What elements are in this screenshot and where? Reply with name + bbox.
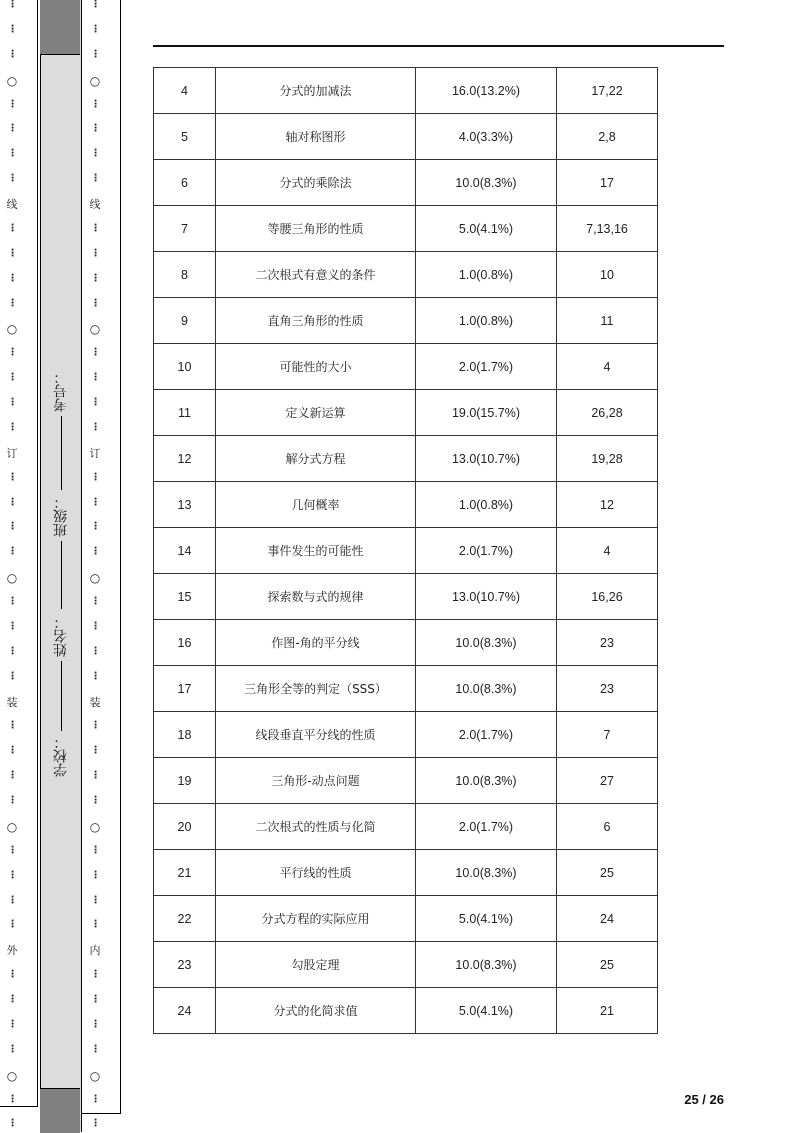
binding-char: 线: [89, 198, 101, 211]
binding-dots: ⋮: [90, 869, 100, 881]
topic-cell: 直角三角形的性质: [216, 298, 416, 344]
binding-circle: ○: [6, 1068, 18, 1083]
binding-dots: ⋮: [7, 994, 17, 1005]
topic-cell: 几何概率: [216, 482, 416, 528]
binding-dots: ⋮: [7, 770, 17, 782]
table-row: [154, 896, 658, 942]
question-numbers-cell: 27: [557, 758, 658, 804]
binding-dots: ⋮: [90, 297, 100, 309]
name-label: 姓名：: [53, 615, 69, 657]
question-numbers-cell: 12: [557, 482, 658, 528]
table-row: [154, 68, 658, 114]
binding-circle: ○: [89, 571, 101, 586]
row-number-cell: 7: [154, 206, 216, 252]
binding-dots: ⋮: [90, 23, 100, 35]
binding-dots: ⋮: [90, 620, 100, 632]
binding-dots: ⋮: [90, 546, 100, 558]
topic-cell: 分式的乘除法: [216, 160, 416, 206]
strip-bottom-block: [40, 1088, 80, 1133]
score-cell: 2.0(1.7%): [416, 804, 557, 850]
binding-dots: ⋮: [7, 844, 17, 856]
binding-dots: ⋮: [90, 1093, 100, 1105]
binding-dots: ⋮: [7, 596, 17, 607]
binding-circle: ○: [6, 322, 18, 337]
binding-dots: ⋮: [7, 98, 17, 110]
binding-dots: ⋮: [7, 869, 17, 881]
question-numbers-cell: 23: [557, 620, 658, 666]
row-number-cell: 15: [154, 574, 216, 620]
question-numbers-cell: 17: [557, 160, 658, 206]
knowledge-point-table: [153, 67, 658, 1034]
binding-dots: ⋮: [7, 347, 17, 359]
binding-dots: ⋮: [7, 620, 17, 632]
score-cell: 2.0(1.7%): [416, 528, 557, 574]
topic-cell: 事件发生的可能性: [216, 528, 416, 574]
score-cell: 10.0(8.3%): [416, 160, 557, 206]
row-number-cell: 5: [154, 114, 216, 160]
binding-char: 外: [6, 944, 18, 958]
class-field: [47, 495, 75, 609]
name-field: [47, 615, 75, 731]
table-row: [154, 988, 658, 1034]
binding-circle: ○: [89, 322, 101, 337]
binding-dots: ⋮: [7, 1018, 17, 1030]
score-cell: 10.0(8.3%): [416, 850, 557, 896]
topic-cell: 轴对称图形: [216, 114, 416, 160]
binding-dots: ⋮: [90, 0, 100, 10]
binding-dots: ⋮: [90, 521, 100, 533]
row-number-cell: 21: [154, 850, 216, 896]
binding-dots: ⋮: [7, 496, 17, 508]
topic-cell: 平行线的性质: [216, 850, 416, 896]
binding-dots: ⋮: [7, 894, 17, 906]
binding-circle: ○: [6, 571, 18, 586]
binding-dots: ⋮: [90, 994, 100, 1005]
binding-circle: ○: [89, 819, 101, 834]
score-cell: 10.0(8.3%): [416, 758, 557, 804]
score-cell: 4.0(3.3%): [416, 114, 557, 160]
question-numbers-cell: 16,26: [557, 574, 658, 620]
row-number-cell: 23: [154, 942, 216, 988]
topic-cell: 三角形-动点问题: [216, 758, 416, 804]
score-cell: 2.0(1.7%): [416, 712, 557, 758]
binding-dots: ⋮: [90, 148, 100, 160]
question-numbers-cell: 25: [557, 942, 658, 988]
binding-dots: ⋮: [90, 1118, 100, 1130]
table-row: [154, 436, 658, 482]
row-number-cell: 10: [154, 344, 216, 390]
page-number: 25 / 26: [684, 1092, 724, 1107]
binding-dots: ⋮: [90, 720, 100, 732]
class-blank: [61, 541, 62, 609]
table-row: [154, 298, 658, 344]
row-number-cell: 16: [154, 620, 216, 666]
binding-dots: ⋮: [90, 1018, 100, 1030]
exam-number-label: 考号：: [53, 370, 69, 412]
exam-number-blank: [61, 416, 62, 490]
school-field: [47, 735, 75, 777]
topic-cell: 分式的化简求值: [216, 988, 416, 1034]
row-number-cell: 11: [154, 390, 216, 436]
topic-cell: 分式方程的实际应用: [216, 896, 416, 942]
header-rule: [153, 45, 724, 47]
table-row: [154, 206, 658, 252]
outer-binding-line: [4, 0, 20, 1132]
binding-dots: ⋮: [90, 844, 100, 856]
row-number-cell: 18: [154, 712, 216, 758]
binding-dots: ⋮: [7, 720, 17, 732]
row-number-cell: 13: [154, 482, 216, 528]
table-row: [154, 114, 658, 160]
binding-dots: ⋮: [90, 372, 100, 384]
row-number-cell: 24: [154, 988, 216, 1034]
topic-cell: 定义新运算: [216, 390, 416, 436]
topic-cell: 线段垂直平分线的性质: [216, 712, 416, 758]
topic-cell: 分式的加减法: [216, 68, 416, 114]
binding-char: 装: [6, 695, 18, 709]
table-row: [154, 942, 658, 988]
binding-dots: ⋮: [7, 919, 17, 931]
binding-dots: ⋮: [90, 596, 100, 607]
topic-cell: 探索数与式的规律: [216, 574, 416, 620]
question-numbers-cell: 26,28: [557, 390, 658, 436]
binding-dots: ⋮: [90, 421, 100, 433]
binding-circle: ○: [89, 1068, 101, 1083]
strip-top-block: [40, 0, 80, 55]
binding-char: 装: [89, 695, 101, 709]
binding-dots: ⋮: [90, 969, 100, 981]
row-number-cell: 6: [154, 160, 216, 206]
binding-dots: ⋮: [90, 123, 100, 135]
topic-cell: 三角形全等的判定（SSS）: [216, 666, 416, 712]
binding-char: 订: [89, 446, 101, 460]
row-number-cell: 12: [154, 436, 216, 482]
binding-dots: ⋮: [7, 372, 17, 384]
binding-dots: ⋮: [90, 496, 100, 508]
binding-dots: ⋮: [90, 397, 100, 408]
score-cell: 5.0(4.1%): [416, 988, 557, 1034]
question-numbers-cell: 25: [557, 850, 658, 896]
outer-margin-border: [37, 0, 38, 1106]
class-label: 班级：: [53, 495, 69, 537]
binding-char: 订: [6, 446, 18, 460]
binding-dots: ⋮: [7, 471, 17, 483]
score-cell: 10.0(8.3%): [416, 666, 557, 712]
binding-dots: ⋮: [7, 745, 17, 757]
row-number-cell: 20: [154, 804, 216, 850]
score-cell: 13.0(10.7%): [416, 436, 557, 482]
binding-dots: ⋮: [7, 0, 17, 10]
binding-dots: ⋮: [90, 1043, 100, 1055]
row-number-cell: 8: [154, 252, 216, 298]
binding-dots: ⋮: [7, 421, 17, 433]
table-row: [154, 344, 658, 390]
table-row: [154, 666, 658, 712]
binding-char: 线: [6, 198, 18, 211]
inner-margin-border-left: [81, 0, 82, 1132]
table-row: [154, 574, 658, 620]
topic-cell: 二次根式的性质与化简: [216, 804, 416, 850]
binding-dots: ⋮: [7, 521, 17, 533]
question-numbers-cell: 19,28: [557, 436, 658, 482]
row-number-cell: 19: [154, 758, 216, 804]
binding-dots: ⋮: [7, 297, 17, 309]
inner-margin-border: [120, 0, 121, 1114]
question-numbers-cell: 7,13,16: [557, 206, 658, 252]
table-row: [154, 620, 658, 666]
question-numbers-cell: 7: [557, 712, 658, 758]
score-cell: 16.0(13.2%): [416, 68, 557, 114]
binding-dots: ⋮: [7, 148, 17, 160]
question-numbers-cell: 2,8: [557, 114, 658, 160]
binding-dots: ⋮: [7, 546, 17, 558]
binding-char: 内: [89, 944, 101, 958]
binding-dots: ⋮: [7, 969, 17, 981]
binding-dots: ⋮: [7, 173, 17, 185]
binding-dots: ⋮: [90, 795, 100, 806]
row-number-cell: 14: [154, 528, 216, 574]
question-numbers-cell: 23: [557, 666, 658, 712]
binding-dots: ⋮: [7, 222, 17, 234]
binding-dots: ⋮: [7, 48, 17, 60]
binding-dots: ⋮: [90, 770, 100, 782]
binding-dots: ⋮: [7, 23, 17, 35]
score-cell: 19.0(15.7%): [416, 390, 557, 436]
binding-dots: ⋮: [90, 894, 100, 906]
score-cell: 5.0(4.1%): [416, 206, 557, 252]
score-cell: 1.0(0.8%): [416, 482, 557, 528]
question-numbers-cell: 21: [557, 988, 658, 1034]
question-numbers-cell: 4: [557, 344, 658, 390]
outer-margin-border-bottom: [0, 1106, 38, 1107]
score-cell: 5.0(4.1%): [416, 896, 557, 942]
table-row: [154, 390, 658, 436]
binding-dots: ⋮: [7, 645, 17, 657]
binding-dots: ⋮: [90, 48, 100, 60]
score-cell: 1.0(0.8%): [416, 298, 557, 344]
binding-dots: ⋮: [90, 247, 100, 259]
binding-dots: ⋮: [90, 919, 100, 931]
question-numbers-cell: 11: [557, 298, 658, 344]
table-row: [154, 160, 658, 206]
binding-dots: ⋮: [90, 98, 100, 110]
row-number-cell: 17: [154, 666, 216, 712]
binding-dots: ⋮: [90, 173, 100, 185]
name-blank: [61, 661, 62, 731]
row-number-cell: 22: [154, 896, 216, 942]
score-cell: 10.0(8.3%): [416, 942, 557, 988]
binding-dots: ⋮: [7, 1043, 17, 1055]
binding-dots: ⋮: [7, 397, 17, 408]
school-label: 学校：: [53, 735, 69, 777]
topic-cell: 可能性的大小: [216, 344, 416, 390]
question-numbers-cell: 24: [557, 896, 658, 942]
binding-dots: ⋮: [90, 670, 100, 682]
binding-dots: ⋮: [7, 670, 17, 682]
binding-dots: ⋮: [90, 272, 100, 284]
binding-circle: ○: [6, 819, 18, 834]
row-number-cell: 4: [154, 68, 216, 114]
table-row: [154, 804, 658, 850]
binding-dots: ⋮: [90, 645, 100, 657]
question-numbers-cell: 10: [557, 252, 658, 298]
binding-dots: ⋮: [7, 1093, 17, 1105]
table-row: [154, 758, 658, 804]
binding-dots: ⋮: [7, 795, 17, 806]
binding-dots: ⋮: [90, 222, 100, 234]
binding-dots: ⋮: [90, 347, 100, 359]
table-row: [154, 712, 658, 758]
score-cell: 2.0(1.7%): [416, 344, 557, 390]
binding-dots: ⋮: [90, 745, 100, 757]
binding-dots: ⋮: [7, 247, 17, 259]
binding-circle: ○: [6, 73, 18, 88]
binding-dots: ⋮: [7, 123, 17, 135]
binding-dots: ⋮: [90, 471, 100, 483]
binding-circle: ○: [89, 73, 101, 88]
topic-cell: 勾股定理: [216, 942, 416, 988]
exam-number-field: [47, 370, 75, 490]
table-row: [154, 252, 658, 298]
topic-cell: 等腰三角形的性质: [216, 206, 416, 252]
table-row: [154, 850, 658, 896]
table-row: [154, 528, 658, 574]
binding-dots: ⋮: [7, 272, 17, 284]
question-numbers-cell: 17,22: [557, 68, 658, 114]
question-numbers-cell: 6: [557, 804, 658, 850]
score-cell: 10.0(8.3%): [416, 620, 557, 666]
topic-cell: 解分式方程: [216, 436, 416, 482]
topic-cell: 二次根式有意义的条件: [216, 252, 416, 298]
score-cell: 1.0(0.8%): [416, 252, 557, 298]
binding-dots: ⋮: [7, 1118, 17, 1130]
score-cell: 13.0(10.7%): [416, 574, 557, 620]
question-numbers-cell: 4: [557, 528, 658, 574]
topic-cell: 作图-角的平分线: [216, 620, 416, 666]
row-number-cell: 9: [154, 298, 216, 344]
inner-margin-border-bottom: [81, 1113, 121, 1114]
table-row: [154, 482, 658, 528]
inner-binding-line: [87, 0, 103, 1132]
